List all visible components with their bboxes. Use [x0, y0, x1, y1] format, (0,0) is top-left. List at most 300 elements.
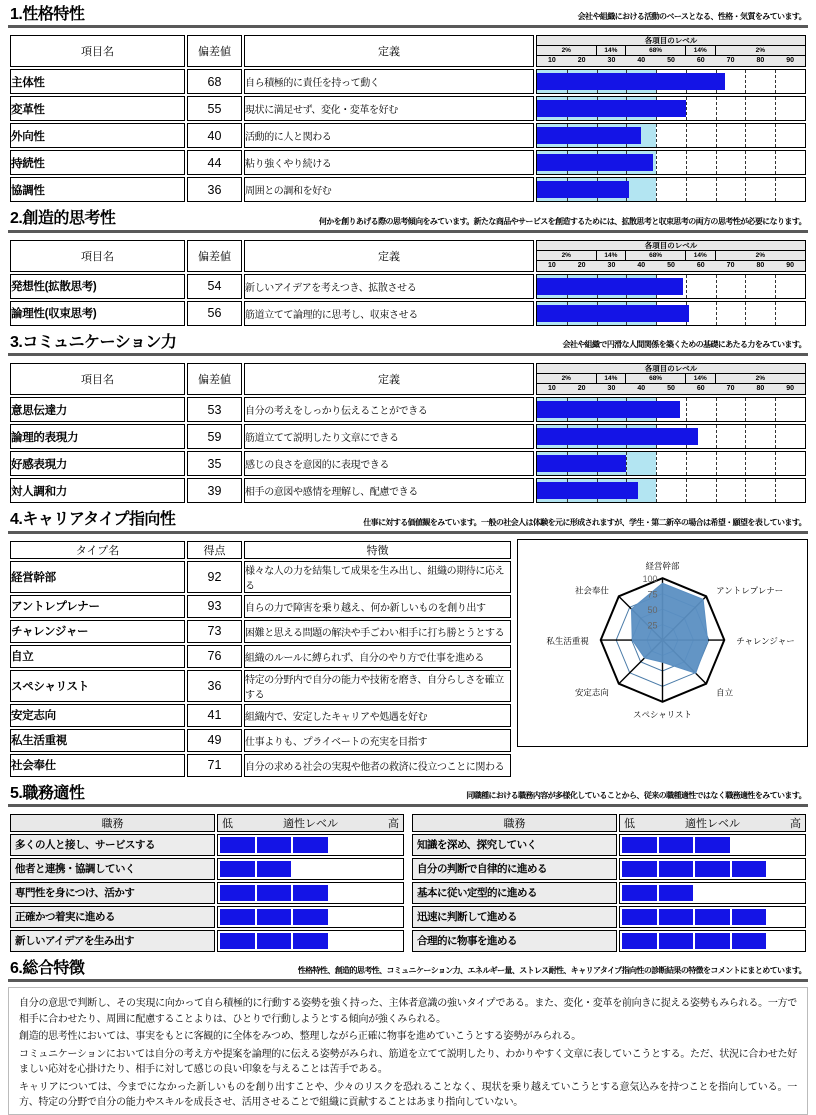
table-row	[10, 595, 511, 618]
label-level: 適性レベル	[283, 817, 338, 830]
radar-chart-svg	[518, 540, 807, 746]
table-row	[10, 96, 806, 121]
gridline	[716, 302, 717, 325]
level-segment	[768, 885, 803, 901]
item-definition: 現状に満足せず、変化・変革を好む	[244, 96, 534, 121]
level-segment	[659, 885, 694, 901]
item-definition: 自ら積極的に責任を持って動く	[244, 69, 534, 94]
table-row	[412, 906, 806, 928]
level-bar-cell	[536, 177, 806, 202]
section-subtitle-6: 性格特性、創造的思考性、コミュニケーション力、エネルギー量、ストレス耐性、キャリアタイプ指向性の診断結果の特徴をコメントにまとめています。	[297, 966, 806, 976]
band-label: 68%	[626, 374, 686, 383]
gridline	[656, 124, 657, 147]
level-segment	[330, 837, 365, 853]
level-segment	[622, 861, 657, 877]
level-segments	[620, 931, 805, 951]
level-segment	[293, 861, 328, 877]
radar-axis-label: スペシャリスト	[633, 709, 692, 720]
gridline	[716, 97, 717, 120]
level-segment	[366, 837, 401, 853]
aptitude-level-cell	[619, 930, 806, 952]
job-name: 多くの人と接し、サービスする	[10, 834, 215, 856]
career-type-table	[8, 539, 513, 779]
tick-label: 30	[597, 261, 627, 271]
radar-chart	[517, 539, 808, 747]
type-trait: 特定の分野内で自分の能力や技術を磨き、自分らしさを確立する	[244, 670, 511, 702]
summary-paragraph: 創造的思考性においては、事実をもとに客観的に全体をみつめ、整理しながら正確に物事を進めていこうとする姿勢がみられる。	[19, 1031, 581, 1043]
section-4-body	[8, 539, 808, 779]
level-bar-cell	[536, 424, 806, 449]
section-title-4: 4.キャリアタイプ指向性	[10, 511, 176, 529]
table-header-row	[10, 35, 806, 67]
level-segment	[622, 837, 657, 853]
section-header-s3	[8, 332, 808, 356]
table-row	[10, 69, 806, 94]
level-segments	[218, 883, 403, 903]
level-segment	[622, 933, 657, 949]
level-segment	[293, 885, 328, 901]
col-item-name: 項目名	[10, 35, 185, 67]
band-label: 14%	[686, 374, 716, 383]
item-definition: 自分の考えをしっかり伝えることができる	[244, 397, 534, 422]
level-segment	[732, 861, 767, 877]
type-score: 36	[187, 670, 242, 702]
gridline	[656, 178, 657, 201]
level-caption: 各項目のレベル	[537, 241, 805, 251]
type-score: 71	[187, 754, 242, 777]
level-segment	[732, 885, 767, 901]
band-label: 14%	[597, 251, 627, 260]
level-segment	[220, 885, 255, 901]
table-header-row	[10, 541, 511, 559]
type-trait: 自らの力で障害を乗り越え、何か新しいものを創り出す	[244, 595, 511, 618]
table-header-row	[10, 363, 806, 395]
level-segments	[620, 835, 805, 855]
aptitude-level-cell	[217, 882, 404, 904]
gridline	[716, 425, 717, 448]
item-definition: 粘り強くやり続ける	[244, 150, 534, 175]
item-definition: 周囲との調和を好む	[244, 177, 534, 202]
level-segment	[659, 837, 694, 853]
table-row	[412, 930, 806, 952]
section-subtitle: 会社や組織で円滑な人間関係を築くための基礎にあたる力をみています。	[562, 340, 806, 350]
score-bar	[537, 278, 683, 295]
assessment-report-page	[0, 4, 816, 1109]
level-segment	[330, 933, 365, 949]
tick-label: 50	[656, 56, 686, 66]
level-segment	[695, 861, 730, 877]
tick-label: 40	[626, 384, 656, 394]
table-row	[10, 754, 511, 777]
job-aptitude-table-right	[410, 812, 808, 954]
gridline	[775, 151, 776, 174]
radar-ring-label: 25	[647, 620, 658, 631]
score-bar	[537, 455, 626, 472]
section-title: 3.コミュニケーション力	[10, 333, 177, 351]
deviation-score: 40	[187, 123, 242, 148]
section-header-5	[8, 783, 808, 807]
section-subtitle: 会社や組織における活動のベースとなる、性格・気質をみています。	[577, 12, 806, 22]
item-definition: 筋道立てて論理的に思考し、収束させる	[244, 301, 534, 326]
type-name: 自立	[10, 645, 185, 668]
band-label: 2%	[537, 46, 597, 55]
type-score: 76	[187, 645, 242, 668]
band-label: 14%	[686, 251, 716, 260]
gridline	[686, 479, 687, 502]
tick-label: 90	[775, 384, 805, 394]
trait-table-s3	[8, 361, 808, 505]
table-row	[10, 123, 806, 148]
aptitude-level-cell	[217, 834, 404, 856]
job-rows-right	[412, 834, 806, 952]
career-table-wrap	[8, 539, 513, 779]
section-title: 1.性格特性	[10, 6, 85, 23]
score-bar	[537, 127, 641, 144]
level-segment	[732, 909, 767, 925]
level-bar-cell	[536, 96, 806, 121]
level-segment	[695, 837, 730, 853]
label-level: 適性レベル	[685, 817, 740, 830]
level-segment	[622, 909, 657, 925]
type-name: 安定志向	[10, 704, 185, 727]
level-segment	[293, 909, 328, 925]
job-aptitude-table-left	[8, 812, 406, 954]
type-name: 私生活重視	[10, 729, 185, 752]
radar-axis-label: 私生活重視	[546, 635, 589, 646]
job-rows-left	[10, 834, 404, 952]
job-name: 基本に従い定型的に進める	[412, 882, 617, 904]
tick-label: 60	[686, 56, 716, 66]
table-header-row	[10, 240, 806, 272]
type-score: 93	[187, 595, 242, 618]
table-row	[10, 834, 404, 856]
level-caption: 各項目のレベル	[537, 36, 805, 46]
level-bar-cell	[536, 150, 806, 175]
type-score: 73	[187, 620, 242, 643]
item-definition: 新しいアイデアを考えつき、拡散させる	[244, 274, 534, 299]
summary-paragraph: キャリアについては、今までになかった新しいものを創り出すことや、少々のリスクを恐れることなく、現状を乗り越えていこうとする意気込みを持つことを指向している。一方、特定の分野で自分の能力やスキルを成長させ、活用させることで組織に貢献することはあまり指向していない。	[19, 1081, 797, 1109]
radar-axis-label: 経営幹部	[645, 560, 680, 571]
table-row	[10, 906, 404, 928]
gridline	[775, 452, 776, 475]
col-definition: 定義	[244, 240, 534, 272]
level-bar-cell	[536, 274, 806, 299]
level-segment	[330, 909, 365, 925]
summary-text-box	[8, 987, 808, 1115]
level-segment	[659, 909, 694, 925]
label-low: 低	[222, 817, 233, 830]
band-label: 2%	[537, 374, 597, 383]
gridline	[775, 398, 776, 421]
tick-label: 90	[775, 261, 805, 271]
col-level	[536, 240, 806, 272]
level-bar-cell	[536, 451, 806, 476]
band-label: 14%	[686, 46, 716, 55]
aptitude-level-cell	[217, 906, 404, 928]
type-name: チャレンジャー	[10, 620, 185, 643]
score-bar	[537, 154, 653, 171]
col-job-right: 職務	[412, 814, 617, 832]
tick-label: 20	[567, 384, 597, 394]
tick-label: 50	[656, 261, 686, 271]
bar-track	[537, 70, 805, 93]
gridline	[716, 151, 717, 174]
tick-label: 10	[537, 384, 567, 394]
gridline	[686, 398, 687, 421]
type-trait: 様々な人の力を結集して成果を生み出し、組織の期待に応える	[244, 561, 511, 593]
score-bar	[537, 73, 725, 90]
gridline	[775, 178, 776, 201]
deviation-score: 54	[187, 274, 242, 299]
col-level-left	[217, 814, 404, 832]
type-trait: 自分の求める社会の実現や他者の救済に役立つことに関わる	[244, 754, 511, 777]
level-segments	[218, 931, 403, 951]
level-segment	[366, 885, 401, 901]
level-segment	[768, 909, 803, 925]
type-trait: 困難と思える問題の解決や手ごわい相手に打ち勝とうとする	[244, 620, 511, 643]
job-name: 専門性を身につけ、活かす	[10, 882, 215, 904]
type-name: アントレプレナー	[10, 595, 185, 618]
gridline	[716, 398, 717, 421]
tick-label: 10	[537, 261, 567, 271]
gridline	[686, 178, 687, 201]
level-segment	[695, 909, 730, 925]
job-name: 迅速に判断して進める	[412, 906, 617, 928]
label-high: 高	[388, 817, 399, 830]
gridline	[656, 151, 657, 174]
trait-table-s1	[8, 33, 808, 204]
gridline	[626, 452, 627, 475]
scale-ticks	[537, 261, 805, 271]
section-header-s1	[8, 4, 808, 28]
type-score: 92	[187, 561, 242, 593]
gridline	[775, 70, 776, 93]
gridline	[716, 275, 717, 298]
deviation-score: 68	[187, 69, 242, 94]
table-row	[10, 424, 806, 449]
level-segments	[218, 859, 403, 879]
tick-label: 70	[716, 56, 746, 66]
job-name: 新しいアイデアを生み出す	[10, 930, 215, 952]
bar-track	[537, 452, 805, 475]
bar-track	[537, 398, 805, 421]
percentile-bands	[537, 46, 805, 56]
deviation-score: 44	[187, 150, 242, 175]
level-segment	[366, 933, 401, 949]
table-row	[10, 478, 806, 503]
col-trait: 特徴	[244, 541, 511, 559]
gridline	[775, 302, 776, 325]
deviation-score: 39	[187, 478, 242, 503]
table-row	[10, 177, 806, 202]
level-bar-cell	[536, 123, 806, 148]
aptitude-level-cell	[217, 930, 404, 952]
item-name: 対人調和力	[10, 478, 185, 503]
bar-track	[537, 275, 805, 298]
level-bar-cell	[536, 69, 806, 94]
radar-axis-label: アントレプレナー	[716, 584, 784, 595]
summary-paragraph: 自分の意思で判断し、その実現に向かって自ら積極的に行動する姿勢を強く持った、主体者意識の強いタイプである。また、変化・変革を前向きに捉える姿勢もみられる。一方で相手に合わせたり、周囲に配慮することよりは、ひとりで行動しようとする傾向が強くみられる。	[19, 998, 797, 1025]
gridline	[775, 124, 776, 147]
table-row	[412, 858, 806, 880]
gridline	[686, 124, 687, 147]
gridline	[716, 479, 717, 502]
table-row	[10, 620, 511, 643]
table-row	[10, 397, 806, 422]
table-row	[10, 858, 404, 880]
level-bar-cell	[536, 478, 806, 503]
col-item-name: 項目名	[10, 240, 185, 272]
col-level	[536, 35, 806, 67]
type-name: スペシャリスト	[10, 670, 185, 702]
band-label: 2%	[537, 251, 597, 260]
level-segment	[257, 861, 292, 877]
level-segment	[695, 885, 730, 901]
gridline	[745, 151, 746, 174]
job-name: 合理的に物事を進める	[412, 930, 617, 952]
table-row	[10, 670, 511, 702]
item-definition: 筋道立てて説明したり文章にできる	[244, 424, 534, 449]
level-segment	[257, 885, 292, 901]
gridline	[745, 302, 746, 325]
career-rows	[10, 561, 511, 777]
type-trait: 仕事よりも、プライベートの充実を目指す	[244, 729, 511, 752]
scale-ticks	[537, 384, 805, 394]
type-trait: 組織のルールに縛られず、自分のやり方で仕事を進める	[244, 645, 511, 668]
gridline	[775, 425, 776, 448]
tick-label: 80	[745, 56, 775, 66]
bar-track	[537, 425, 805, 448]
tick-label: 60	[686, 384, 716, 394]
level-segment	[768, 837, 803, 853]
col-level	[536, 363, 806, 395]
item-name: 論理的表現力	[10, 424, 185, 449]
gridline	[716, 124, 717, 147]
gridline	[745, 70, 746, 93]
bar-sections-container	[8, 4, 808, 505]
level-segment	[622, 885, 657, 901]
gridline	[686, 275, 687, 298]
tick-label: 80	[745, 384, 775, 394]
gridline	[745, 124, 746, 147]
label-low: 低	[624, 817, 635, 830]
level-segment	[732, 933, 767, 949]
level-segment	[293, 933, 328, 949]
table-row	[10, 451, 806, 476]
gridline	[745, 97, 746, 120]
table-header-row	[412, 814, 806, 832]
trait-table-s2	[8, 238, 808, 328]
table-row	[10, 150, 806, 175]
type-name: 経営幹部	[10, 561, 185, 593]
col-deviation: 偏差値	[187, 240, 242, 272]
deviation-score: 53	[187, 397, 242, 422]
tick-label: 30	[597, 56, 627, 66]
section-title-5: 5.職務適性	[10, 784, 85, 802]
table-row	[10, 729, 511, 752]
radar-axis-label: 社会奉仕	[574, 584, 609, 595]
job-name: 他者と連携・協調していく	[10, 858, 215, 880]
tick-label: 40	[626, 56, 656, 66]
tick-label: 60	[686, 261, 716, 271]
item-name: 協調性	[10, 177, 185, 202]
item-definition: 活動的に人と関わる	[244, 123, 534, 148]
percentile-bands	[537, 251, 805, 261]
table-row	[10, 930, 404, 952]
item-definition: 感じの良さを意図的に表現できる	[244, 451, 534, 476]
table-row	[10, 274, 806, 299]
col-score: 得点	[187, 541, 242, 559]
score-bar	[537, 181, 629, 198]
bar-track	[537, 151, 805, 174]
gridline	[745, 452, 746, 475]
radar-ring-label: 75	[647, 589, 658, 600]
gridline	[716, 178, 717, 201]
gridline	[745, 479, 746, 502]
label-high: 高	[790, 817, 801, 830]
job-name: 正確かつ着実に進める	[10, 906, 215, 928]
tick-label: 40	[626, 261, 656, 271]
col-job-left: 職務	[10, 814, 215, 832]
level-segment	[768, 933, 803, 949]
level-segment	[257, 837, 292, 853]
gridline	[656, 452, 657, 475]
section-title: 2.創造的思考性	[10, 210, 116, 228]
bar-track	[537, 97, 805, 120]
band-label: 2%	[716, 46, 805, 55]
aptitude-level-cell	[619, 858, 806, 880]
bar-track	[537, 302, 805, 325]
score-bar	[537, 482, 638, 499]
table-row	[412, 882, 806, 904]
table-header-row	[10, 814, 404, 832]
gridline	[745, 178, 746, 201]
summary-paragraph: コミュニケーションにおいては自分の考え方や提案を論理的に伝える姿勢がみられ、筋道を立てて説明したり、わかりやすく文章に表していこうとする。ただ、状況に合わせた好ましい応対を心掛けたり、相手に対して感じの良い印象を与えることは苦手である。	[19, 1048, 797, 1076]
item-name: 意思伝達力	[10, 397, 185, 422]
aptitude-level-cell	[217, 858, 404, 880]
bar-track	[537, 479, 805, 502]
table-row	[10, 882, 404, 904]
level-segment	[695, 933, 730, 949]
deviation-score: 36	[187, 177, 242, 202]
section-header-s2	[8, 208, 808, 232]
radar-axis-label: 安定志向	[574, 687, 609, 698]
level-segment	[220, 909, 255, 925]
job-name: 知識を深め、探究していく	[412, 834, 617, 856]
gridline	[745, 425, 746, 448]
level-segment	[220, 837, 255, 853]
gridline	[686, 452, 687, 475]
col-item-name: 項目名	[10, 363, 185, 395]
item-name: 変革性	[10, 96, 185, 121]
score-bar	[537, 100, 686, 117]
level-bar-cell	[536, 397, 806, 422]
type-score: 49	[187, 729, 242, 752]
section-subtitle: 何かを創りあげる際の思考傾向をみています。新たな商品やサービスを創造するためには、拡散思考と収束思考の両方の思考性が必要になります。	[318, 216, 806, 226]
table-row	[412, 834, 806, 856]
radar-ring-label: 100	[642, 573, 658, 584]
col-definition: 定義	[244, 35, 534, 67]
table-row	[10, 561, 511, 593]
level-segments	[620, 859, 805, 879]
item-name: 好感表現力	[10, 451, 185, 476]
item-name: 発想性(拡散思考)	[10, 274, 185, 299]
table-row	[10, 645, 511, 668]
level-segment	[659, 933, 694, 949]
radar-axis-label: 自立	[716, 687, 734, 698]
percentile-bands	[537, 374, 805, 384]
level-segments	[620, 907, 805, 927]
